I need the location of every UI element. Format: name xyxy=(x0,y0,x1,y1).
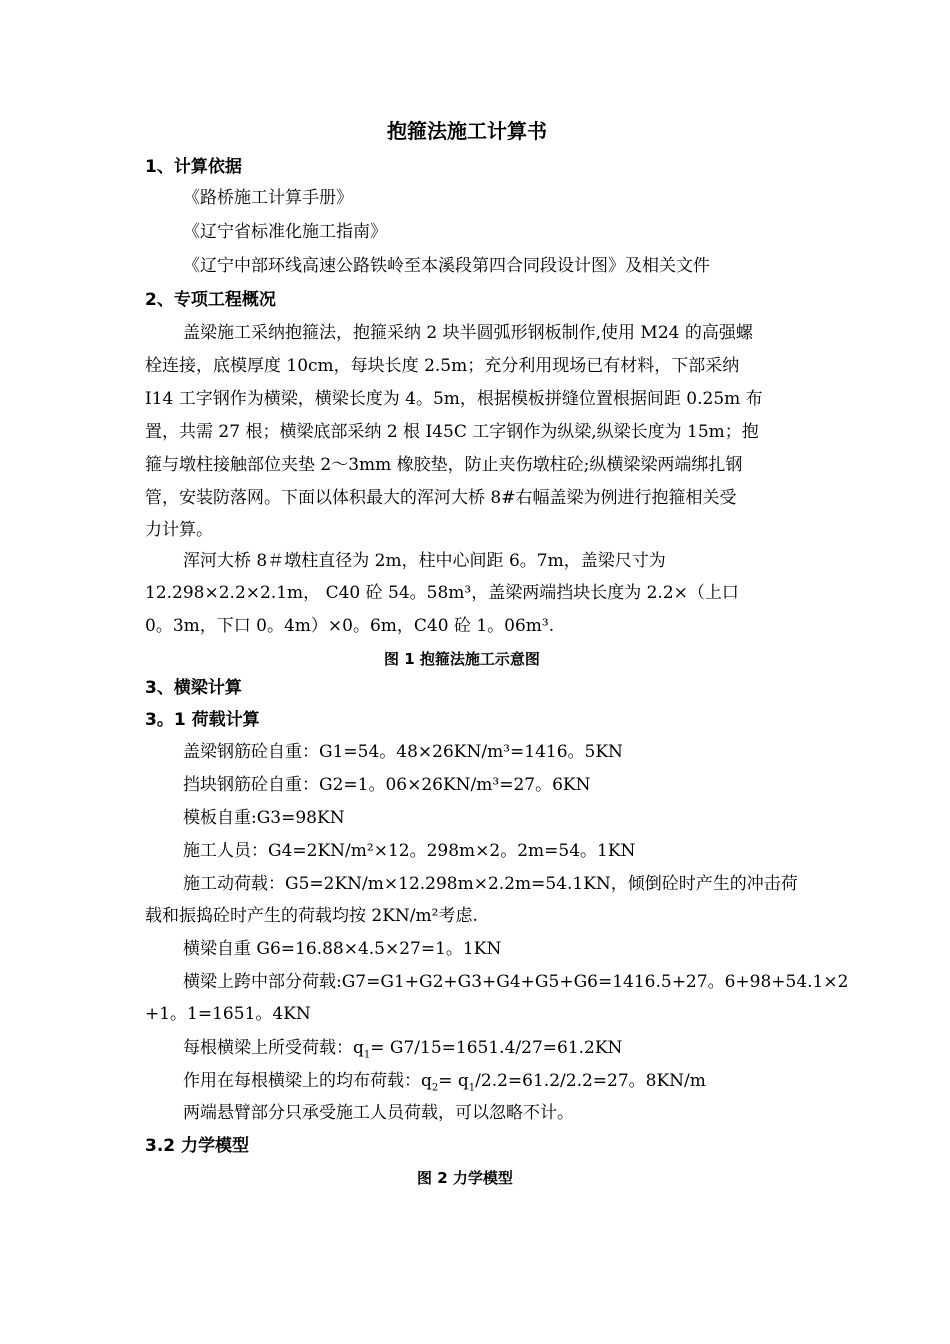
document-title: 抱箍法施工计算书 xyxy=(387,119,547,143)
q2-subscript: 2 xyxy=(431,1082,439,1094)
overview-paragraph-line: 栓连接，底模厚度 10cm，每块长度 2.5m；充分利用现场已有材料，下部采纳 xyxy=(145,356,740,376)
load-line: 施工动荷载：G5=2KN/m×12.298m×2.2m=54.1KN，倾倒砼时产生的冲击荷 xyxy=(183,874,798,894)
overview-paragraph-line: 管，安装防落网。下面以体积最大的浑河大桥 8#右幅盖梁为例进行抱箍相关受 xyxy=(145,488,737,508)
figure-2-caption: 图 2 力学模型 xyxy=(417,1169,513,1187)
load-line: 施工人员：G4=2KN/m²×12。298m×2。2m=54。1KN xyxy=(183,841,636,861)
subsection-heading-loads: 3。1 荷载计算 xyxy=(145,710,260,730)
reference-item: 《路桥施工计算手册》 xyxy=(183,188,353,208)
reference-item: 《辽宁中部环线高速公路铁岭至本溪段第四合同段设计图》及相关文件 xyxy=(183,256,710,276)
load-line: 横梁自重 G6=16.88×4.5×27=1。1KN xyxy=(183,939,502,959)
load-line: 模板自重:G3=98KN xyxy=(183,808,345,828)
section-heading-overview: 2、专项工程概况 xyxy=(145,290,276,310)
q1-line xyxy=(183,1037,622,1066)
q2-line xyxy=(183,1070,706,1099)
load-line: 横梁上跨中部分荷载:G7=G1+G2+G3+G4+G5+G6=1416.5+27。6+98+54.1×2 xyxy=(183,972,849,992)
pier-paragraph-line: 浑河大桥 8＃墩柱直径为 2m，柱中心间距 6。7m，盖梁尺寸为 xyxy=(183,551,666,571)
q1-subscript: 1 xyxy=(363,1049,371,1061)
section-heading-basis: 1、计算依据 xyxy=(145,157,242,177)
q2-label: 作用在每根横梁上的均布荷载：q xyxy=(183,1071,432,1091)
q2-value: /2.2=61.2/2.2=27。8KN/m xyxy=(475,1071,706,1091)
load-line: 载和振捣砼时产生的荷载均按 2KN/m²考虑. xyxy=(145,906,478,926)
load-line: 盖梁钢筋砼自重：G1=54。48×26KN/m³=1416。5KN xyxy=(183,742,623,762)
pier-paragraph-line: 12.298×2.2×2.1m， C40 砼 54。58m³，盖梁两端挡块长度为 2.2×（上口 xyxy=(145,583,739,603)
overview-paragraph-line: I14 工字钢作为横梁，横梁长度为 4。5m，根据模板拼缝位置根据间距 0.25m 布 xyxy=(145,389,763,409)
overview-paragraph-line: 箍与墩柱接触部位夹垫 2～3mm 橡胶垫，防止夹伤墩柱砼;纵横梁梁两端绑扎钢 xyxy=(145,455,743,475)
q1-value: = G7/15=1651.4/27=61.2KN xyxy=(370,1038,623,1058)
figure-1-caption: 图 1 抱箍法施工示意图 xyxy=(384,650,540,668)
q2-equals: = q xyxy=(438,1071,469,1091)
overview-paragraph-line: 置，共需 27 根；横梁底部采纳 2 根 I45C 工字钢作为纵梁,纵梁长度为 15m；抱 xyxy=(145,422,759,442)
section-heading-crossbeam: 3、横梁计算 xyxy=(145,678,242,698)
overview-paragraph-line: 力计算。 xyxy=(145,520,213,540)
q2-q1-subscript: 1 xyxy=(468,1082,476,1094)
q1-label: 每根横梁上所受荷载：q xyxy=(183,1038,364,1058)
overview-paragraph-line: 盖梁施工采纳抱箍法，抱箍采纳 2 块半圆弧形钢板制作,使用 M24 的高强螺 xyxy=(183,323,753,343)
subsection-heading-mechanics: 3.2 力学模型 xyxy=(145,1136,250,1156)
reference-item: 《辽宁省标准化施工指南》 xyxy=(183,222,387,242)
cantilever-note: 两端悬臂部分只承受施工人员荷载，可以忽略不计。 xyxy=(183,1103,574,1123)
pier-paragraph-line: 0。3m，下口 0。4m）×0。6m，C40 砼 1。06m³. xyxy=(145,616,555,636)
load-line: 挡块钢筋砼自重：G2=1。06×26KN/m³=27。6KN xyxy=(183,775,591,795)
load-line: +1。1=1651。4KN xyxy=(145,1004,311,1024)
